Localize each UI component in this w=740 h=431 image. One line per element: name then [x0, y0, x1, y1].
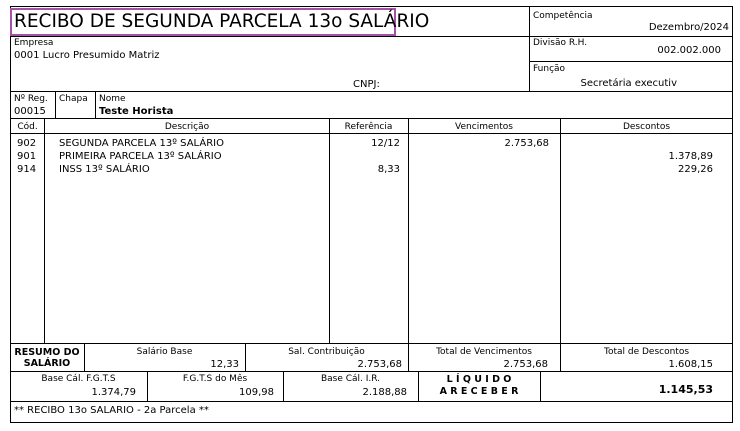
- col-header-vencimentos: Vencimentos: [455, 122, 513, 132]
- funcao-value: Secretária executiv: [580, 78, 677, 89]
- competencia-value: Dezembro/2024: [648, 22, 729, 33]
- page-title: RECIBO DE SEGUNDA PARCELA 13o SALÁRIO: [10, 8, 396, 36]
- col-header-cod: Cód.: [17, 122, 38, 132]
- salario-base-label: Salário Base: [136, 347, 193, 357]
- total-desc-label: Total de Descontos: [603, 347, 690, 357]
- liquido-label-1: L Í Q U I D O: [446, 374, 512, 385]
- liquido-value: 1.145,53: [658, 383, 713, 396]
- nome-label: Nome: [99, 94, 126, 104]
- row-cod: 914: [17, 164, 37, 175]
- row-descricao: SEGUNDA PARCELA 13º SALÁRIO: [59, 138, 224, 149]
- sal-contrib-label: Sal. Contribuição: [288, 347, 365, 357]
- reg-label: Nº Reg.: [14, 94, 48, 104]
- col-header-descricao: Descrição: [164, 122, 210, 132]
- fgts-base-value: 1.374,79: [91, 387, 136, 398]
- header-divider: [529, 6, 530, 91]
- ir-base-value: 2.188,88: [362, 387, 407, 398]
- row-descontos: 1.378,89: [668, 151, 713, 162]
- row-descontos: 229,26: [678, 164, 713, 175]
- fgts-mes-label: F.G.T.S do Mês: [182, 374, 248, 384]
- resumo-label-1: RESUMO DO: [14, 347, 80, 358]
- chapa-label: Chapa: [59, 94, 88, 104]
- salario-base-value: 12,33: [210, 359, 239, 370]
- row-descricao: PRIMEIRA PARCELA 13º SALÁRIO: [59, 151, 222, 162]
- row-cod: 901: [17, 151, 37, 162]
- sal-contrib-value: 2.753,68: [357, 359, 402, 370]
- fgts-mes-value: 109,98: [239, 387, 274, 398]
- fgts-base-label: Base Cál. F.G.T.S: [41, 374, 116, 384]
- ir-base-label: Base Cál. I.R.: [320, 374, 381, 384]
- liquido-label-2: A R E C E B E R: [439, 386, 519, 397]
- resumo-label-2: SALÁRIO: [23, 358, 71, 369]
- total-venc-label: Total de Vencimentos: [436, 347, 532, 357]
- col-header-descontos: Descontos: [622, 122, 671, 132]
- row-cod: 902: [17, 138, 37, 149]
- competencia-label: Competência: [533, 11, 593, 21]
- nome-value: Teste Horista: [99, 106, 174, 117]
- total-venc-value: 2.753,68: [503, 359, 548, 370]
- funcao-label: Função: [533, 64, 566, 74]
- empresa-label: Empresa: [14, 38, 54, 48]
- empresa-value: 0001 Lucro Presumido Matriz: [14, 50, 160, 61]
- footer-note: ** RECIBO 13o SALARIO - 2a Parcela **: [14, 405, 209, 416]
- row-referencia: 8,33: [377, 164, 400, 175]
- row-descricao: INSS 13º SALÁRIO: [59, 164, 150, 175]
- reg-value: 00015: [14, 106, 46, 117]
- divisao-label: Divisão R.H.: [533, 38, 588, 48]
- total-desc-value: 1.608,15: [668, 359, 713, 370]
- divisao-value: 002.002.000: [657, 45, 721, 56]
- col-header-referencia: Referência: [344, 122, 393, 132]
- row-vencimentos: 2.753,68: [504, 138, 549, 149]
- cnpj-label: CNPJ:: [353, 79, 380, 90]
- row-referencia: 12/12: [371, 138, 400, 149]
